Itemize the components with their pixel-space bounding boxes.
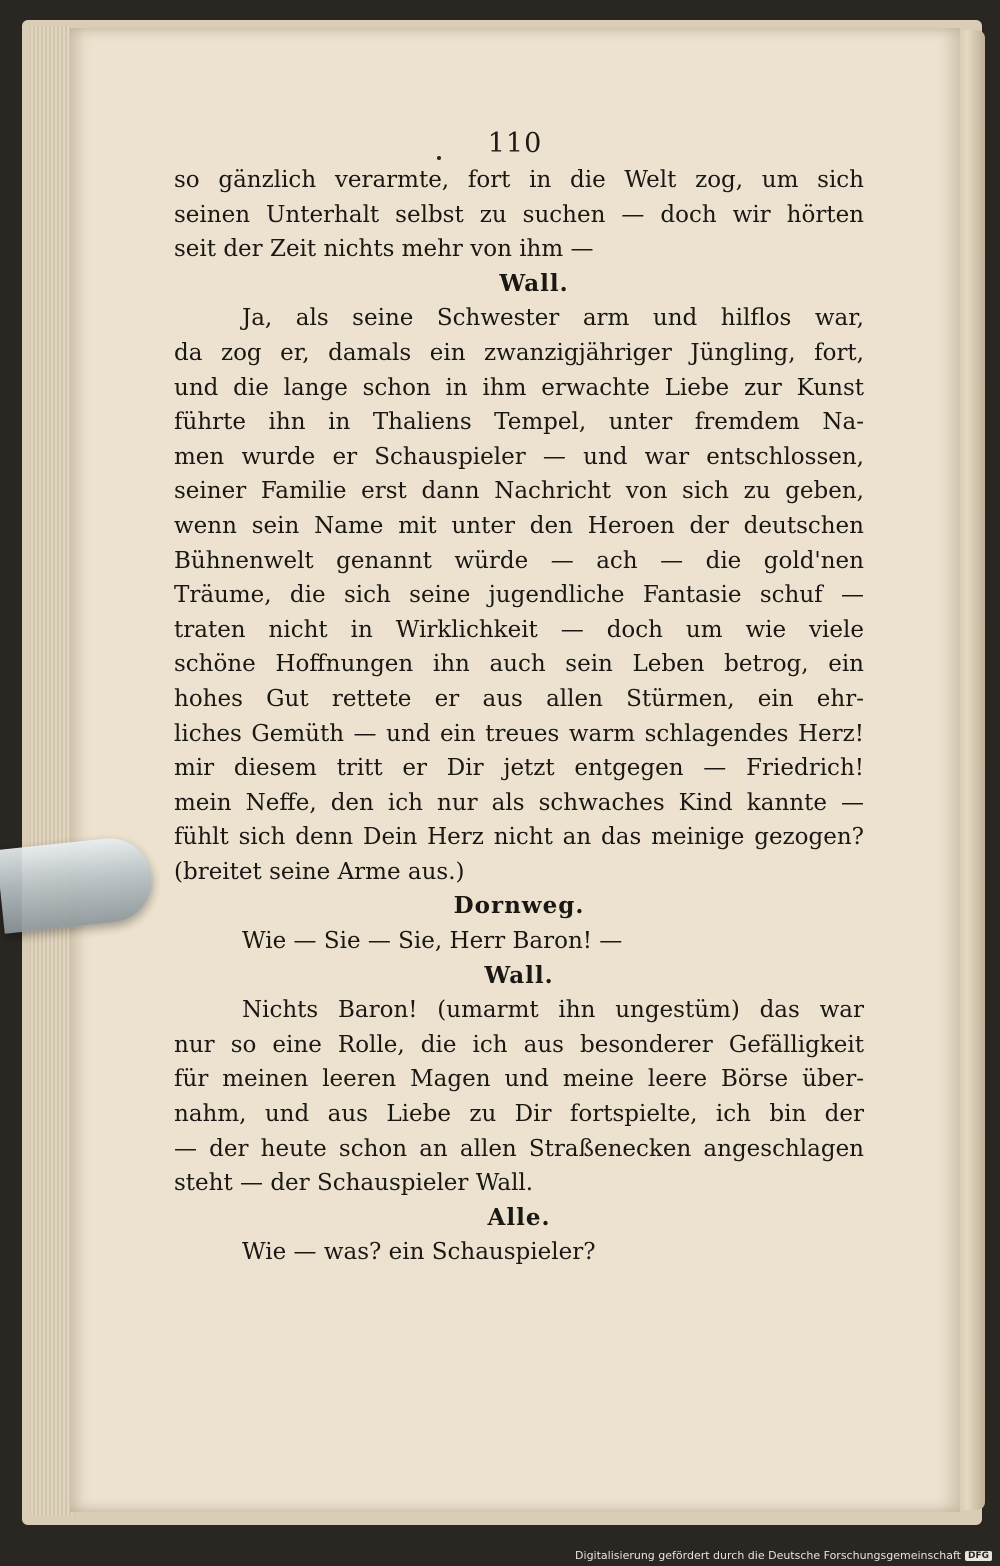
text-line: Wie — Sie — Sie, Herr Baron! — bbox=[242, 928, 623, 955]
text-line: wenn sein Name mit unter den Heroen der deutschen bbox=[174, 512, 864, 539]
text-line: fühlt sich denn Dein Herz nicht an das meinige gezogen? bbox=[174, 824, 864, 851]
text-line: steht — der Schauspieler Wall. bbox=[174, 1170, 534, 1197]
text-line: und die lange schon in ihm erwachte Liebe zur Kunst bbox=[174, 374, 864, 401]
text-line: schöne Hoffnungen ihn auch sein Leben betrog, ein bbox=[174, 651, 864, 678]
page-number: 110 bbox=[487, 128, 543, 159]
speaker-heading: Alle. bbox=[487, 1203, 551, 1231]
text-line: nur so eine Rolle, die ich aus besonderer Gefälligkeit bbox=[174, 1031, 864, 1058]
footer-credit bbox=[575, 1549, 992, 1562]
dfg-logo: DFG bbox=[965, 1551, 992, 1561]
speaker-heading: Wall. bbox=[499, 269, 569, 297]
stage-direction: (breitet seine Arme aus.) bbox=[174, 858, 465, 885]
footer-text: Digitalisierung gefördert durch die Deutsche Forschungsgemeinschaft bbox=[575, 1549, 961, 1562]
speaker-heading: Dornweg. bbox=[453, 892, 585, 920]
text-line: da zog er, damals ein zwanzigjähriger Jüngling, fort, bbox=[174, 339, 864, 366]
page-text bbox=[174, 163, 864, 1270]
text-line: liches Gemüth — und ein treues warm schlagendes Herz! bbox=[174, 720, 864, 747]
text-line: Wie — was? ein Schauspieler? bbox=[242, 1239, 596, 1266]
text-line: führte ihn in Thaliens Tempel, unter fremdem Na- bbox=[174, 409, 864, 436]
page-stack bbox=[30, 26, 74, 1516]
text-line: men wurde er Schauspieler — und war entschlossen, bbox=[174, 443, 864, 470]
text-line: Träume, die sich seine jugendliche Fantasie schuf — bbox=[174, 582, 864, 609]
text-line: mein Neffe, den ich nur als schwaches Kind kannte — bbox=[174, 789, 864, 816]
text-line: so gänzlich verarmte, fort in die Welt zog, um sich bbox=[174, 167, 864, 193]
text-line: traten nicht in Wirklichkeit — doch um wie viele bbox=[174, 616, 864, 643]
text-line: seit der Zeit nichts mehr von ihm — bbox=[174, 236, 594, 263]
text-line: Bühnenwelt genannt würde — ach — die gold'nen bbox=[174, 547, 864, 574]
text-line: — der heute schon an allen Straßenecken angeschlagen bbox=[174, 1135, 864, 1162]
text-line: für meinen leeren Magen und meine leere Börse über- bbox=[174, 1066, 864, 1093]
text-line: hohes Gut rettete er aus allen Stürmen, ein ehr- bbox=[174, 685, 864, 712]
text-line: Ja, als seine Schwester arm und hilflos war, bbox=[242, 305, 864, 332]
text-line: seinen Unterhalt selbst zu suchen — doch wir hörten bbox=[174, 201, 864, 228]
text-line: seiner Familie erst dann Nachricht von sich zu geben, bbox=[174, 478, 864, 505]
text-line: Nichts Baron! (umarmt ihn ungestüm) das war bbox=[242, 997, 864, 1024]
text-line: nahm, und aus Liebe zu Dir fortspielte, ich bin der bbox=[174, 1101, 864, 1128]
speaker-heading: Wall. bbox=[484, 961, 554, 989]
text-line: mir diesem tritt er Dir jetzt entgegen — Friedrich! bbox=[174, 755, 864, 782]
